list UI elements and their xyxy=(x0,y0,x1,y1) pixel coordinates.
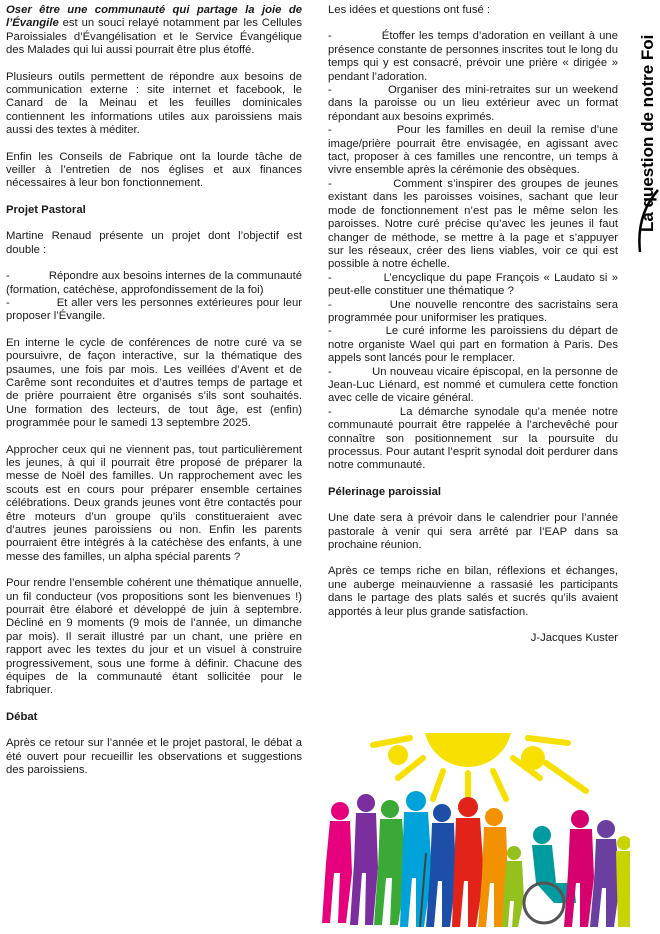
heading-pelerinage: Pélerinage paroissial xyxy=(328,485,442,498)
list-item: - Organiser des mini-retraites sur un weekend dans la paroisse ou un lieu extérieur avec un format répondant aux besoins exprimés. xyxy=(328,84,618,123)
heading-projet-pastoral: Projet Pastoral xyxy=(6,203,86,216)
ideas-intro: Les idées et questions ont fusé : xyxy=(328,4,491,16)
paragraph-conclusion: Après ce temps riche en bilan, réflexions et échanges, une auberge meinauvienne a rassasié les participants dans le partage des plats salés et sucrés qu’ils avaient apportés à leur plus grande satisfaction. xyxy=(328,565,618,618)
paragraph-pelerinage: Une date sera à prévoir dans le calendrier pour l’année pastorale à venir qui sera arrêté par l’EAP dans sa prochaine réunion. xyxy=(328,512,618,552)
signature: J-Jacques Kuster xyxy=(530,632,618,645)
intro-rest-text: est un souci relayé notamment par les Cellules Paroissiales d’Évangélisation et le Service Évangélique des Malades qui lui aussi pourrait être plus étoffé. xyxy=(6,17,302,57)
objective-list xyxy=(6,270,302,324)
paragraph-thematique: Pour rendre l’ensemble cohérent une thématique annuelle, un fil conducteur (vos propositions sont les bienvenues !) pourrait être élaboré et développé de juin à septembre. Décliné en 9 moments (9 mois de l’année, un dimanche par mois). Il serait illustré par un chant, une prière en rapport avec les textes du jour et un visuel à construire progressivement, sous une forme à définir. Chacune des équipes de la communauté étant sollicitée pour le fabriquer. xyxy=(6,577,302,697)
intro-paragraph xyxy=(6,4,302,58)
list-item: - Le curé informe les paroissiens du départ de notre organiste Wael qui part en formation à Paris. Des appels sont lancés pour le remplacer. xyxy=(328,325,618,365)
list-item: - La démarche synodale qu’a menée notre communauté pourrait être rappelée à l’archevêché pour connaître son positionnement sur la poursuite du processus. Pour autant l’esprit synodal doit perdurer dans notre communauté. xyxy=(328,405,618,472)
list-item: - Et aller vers les personnes extérieures pour leur proposer l’Évangile. xyxy=(6,296,302,323)
list-item: - Répondre aux besoins internes de la communauté (formation, catéchèse, approfondissement de la foi) xyxy=(6,270,302,296)
list-item: - Une nouvelle rencontre des sacristains sera programmée pour uniformiser les pratiques. xyxy=(328,298,618,324)
list-item: - Un nouveau vicaire épiscopal, en la personne de Jean-Luc Liénard, est nommé et cumulera cette fonction avec celle de vicaire général. xyxy=(328,365,618,405)
list-item: - Pour les familles en deuil la remise d’une image/prière pourrait être envisagée, en agissant avec tact, proposer à ces familles une rencontre, un temps à vivre ensemble après la cérémonie des obsèques. xyxy=(328,124,618,177)
sidebar-title: La question de notre Foi xyxy=(638,34,657,232)
sidebar-swoosh-icon xyxy=(624,0,660,260)
intro-bold-text: Oser être une communauté qui partage la joie de l’Évangile xyxy=(6,4,302,30)
left-column xyxy=(6,4,302,791)
sun-icon xyxy=(373,733,586,803)
sidebar xyxy=(624,0,660,260)
paragraph-objectif: Martine Renaud présente un projet dont l’objectif est double : xyxy=(6,230,302,256)
crowd-silhouettes xyxy=(322,791,630,927)
right-column xyxy=(328,4,618,645)
ideas-list xyxy=(328,30,618,472)
paragraph-fabrique: Enfin les Conseils de Fabrique ont la lourde tâche de veiller à l’entretien de nos églises et aux finances nécessaires à leur bon fonctionnement. xyxy=(6,150,302,190)
list-item: - Comment s’inspirer des groupes de jeunes existant dans les paroisses voisines, sachant que leur mode de fonctionnement n’est pas le même selon les paroisses. Notre curé précise qu’avec les jeunes il faut changer de méthode, se mettre à la page et s’appuyer sur les réseaux, créer des liens viables, voir ce qui est possible à notre échelle. xyxy=(328,177,618,271)
list-item: - Étoffer les temps d’adoration en veillant à une présence constante de personnes inscrites tout le long du temps qui y est consacré, prévoir une prière « dirigée » pendant l’adoration. xyxy=(328,30,618,83)
paragraph-approcher: Approcher ceux qui ne viennent pas, tout particulièrement les jeunes, à qui il pourrait être proposé de préparer la messe de Noël des familles. Un rapprochement avec les scouts est en cours pour préparer ensemble certaines célébrations. Deux grands jeunes vont être contactés pour être moteurs d’un groupe qu’ils constitueraient avec d’autres jeunes paroissiens ou non. Enfin les parents pourraient être intégrés à la catéchèse des enfants, à une messe des familles, un alpha spécial parents ? xyxy=(6,443,302,563)
paragraph-debat: Après ce retour sur l’année et le projet pastoral, le débat a été ouvert pour recueillir les observations et suggestions des paroissiens. xyxy=(6,737,302,777)
paragraph-interne: En interne le cycle de conférences de notre curé va se poursuivre, de façon interactive, sur la thématique des psaumes, une fois par mois. Les veillées d’Avent et de Carême sont reconduites et d’autres temps de partage et de prière pourraient être organisés s’ils sont souhaités. Une formation des lecteurs, de tout âge, est (enfin) programmée pour le samedi 13 septembre 2025. xyxy=(6,336,302,430)
paragraph-communication: Plusieurs outils permettent de répondre aux besoins de communication externe : site internet et facebook, le Canard de la Meinau et les feuilles dominicales contiennent les informations utiles aux paroissiens mais aussi des textes à méditer. xyxy=(6,70,302,137)
people-walking-illustration-icon xyxy=(318,733,630,931)
heading-debat: Débat xyxy=(6,710,38,723)
list-item: - L’encyclique du pape François « Laudato si » peut-elle constituer une thématique ? xyxy=(328,271,618,298)
